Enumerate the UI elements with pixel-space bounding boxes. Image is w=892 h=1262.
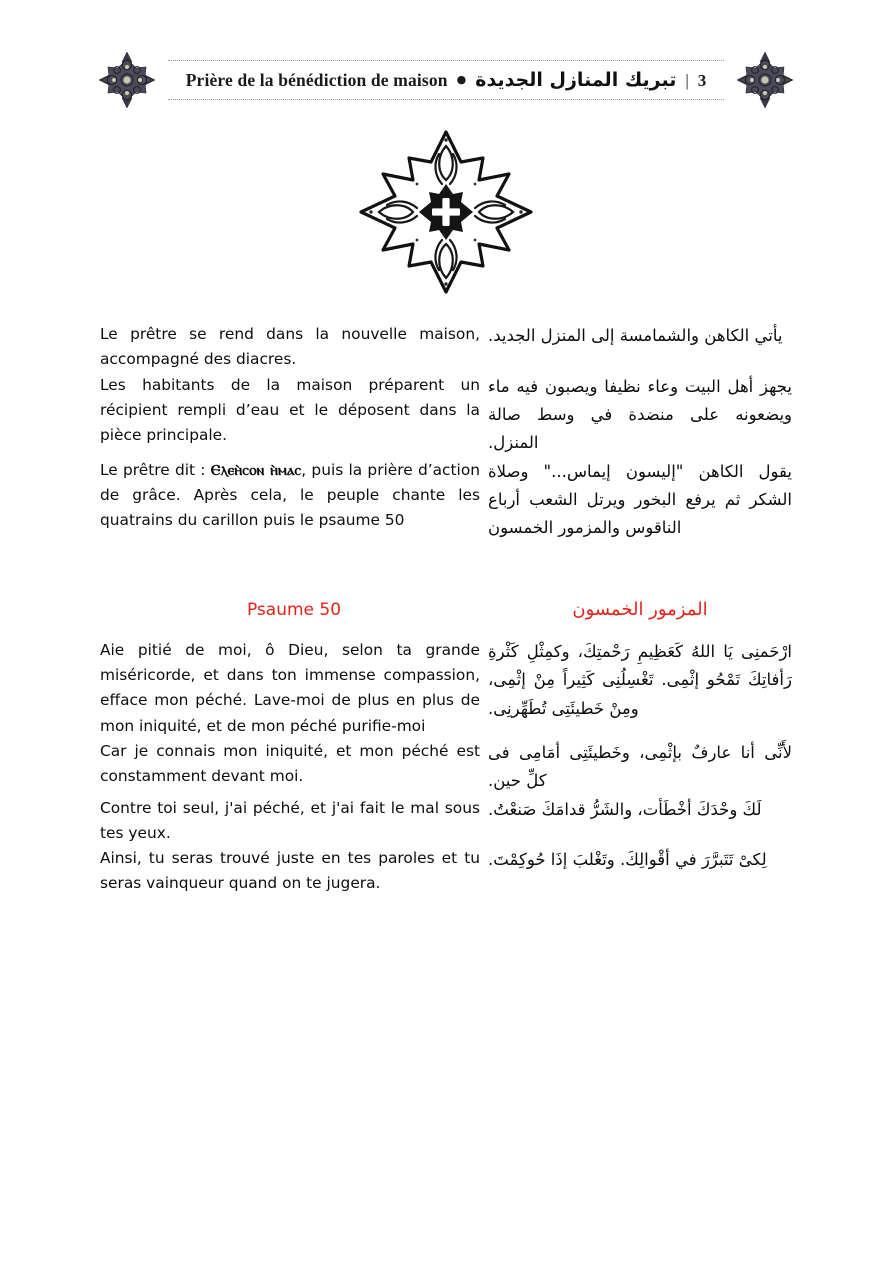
psalm-verse-row-3 xyxy=(100,796,792,847)
psalm-verse-1-arabic-text: ارْحَمنِى يَا اللهُ كَعَظِيمِ رَحْمتِكَ، وكمِثْلِ كَثْرةِ رَأفاتِكَ تَمْحُو إثْمِى. تَغْسِلُنِى كَثِيراً مِنْ إثْمِى، ومِنْ خَطيئَتِى تُطَهِّرنِى. xyxy=(488,641,792,718)
section-spacer xyxy=(100,543,792,599)
rubric-3-french-column xyxy=(100,458,488,534)
rubric-2-french-text: Les habitants de la maison préparent un récipient rempli d’eau et le déposent dans la pièce principale. xyxy=(100,375,480,445)
psalm-verse-row-1 xyxy=(100,638,792,739)
psalm-verse-4-french-text: Ainsi, tu seras trouvé juste en tes paroles et tu seras vainqueur quand on te jugera. xyxy=(100,849,480,893)
psalm-verse-row-4 xyxy=(100,846,792,897)
rubric-row-2 xyxy=(100,373,792,458)
page-header xyxy=(96,44,796,116)
coptic-cross-ornament-icon xyxy=(96,49,158,111)
coptic-phrase: Ⲉⲗⲉⲏ̀ⲥⲟⲛ ⲏ̀ⲙⲁⲥ xyxy=(210,460,302,479)
header-right-ornament xyxy=(734,49,796,111)
rubric-1-french-column xyxy=(100,322,488,373)
header-title-block xyxy=(168,67,724,93)
psalm-verse-2-french-column xyxy=(100,739,488,790)
psalm-verse-4-arabic-column xyxy=(488,846,792,874)
rubric-3-text-before: Le prêtre dit : xyxy=(100,460,211,479)
coptic-cross-illustration xyxy=(0,128,892,296)
coptic-cross-ornament-icon xyxy=(734,49,796,111)
rubric-3-arabic-text: يقول الكاهن "إليسون إيماس..." وصلاة الشكر ثم يرفع البخور ويرتل الشعب أرباع الناقوس والمزمور الخمسون xyxy=(488,461,792,538)
psalm-verse-4-french-column xyxy=(100,846,488,897)
rubric-2-arabic-column xyxy=(488,373,792,458)
rubric-2-french-column xyxy=(100,373,488,449)
rubric-1-arabic-column xyxy=(488,322,792,350)
header-title-french: Prière de la bénédiction de maison xyxy=(185,70,448,90)
psalm-verse-4-arabic-text: لِكىْ تَتَبرَّرَ في أقْوالِكَ. وتَغْلبَ إذَا حُوكِمْتَ. xyxy=(488,850,767,870)
header-left-ornament xyxy=(96,49,158,111)
rubric-row-3 xyxy=(100,458,792,543)
rubric-3-french-text xyxy=(100,458,480,534)
psalm-verse-2-arabic-text: لأَنِّى أنا عارفٌ بإثْمِى، وخَطيئَتِى أمَامِى فى كلِّ حين. xyxy=(488,742,792,791)
psalm-verse-2-arabic-column xyxy=(488,739,792,796)
header-separator: | xyxy=(685,71,689,90)
rubric-3-arabic-column xyxy=(488,458,792,543)
psalm-heading-arabic: المزمور الخمسون xyxy=(572,598,708,620)
header-rule-bottom xyxy=(168,99,724,100)
psalm-verse-1-french-column xyxy=(100,638,488,739)
rubric-3-text-after: , puis la prière d’action de grâce. Après cela, le peuple chante les quatrains du carillon puis le psaume 50 xyxy=(100,460,480,530)
header-bullet-icon: ● xyxy=(456,73,467,86)
page-content xyxy=(100,322,792,897)
header-title-arabic: تبريك المنازل الجديدة xyxy=(475,69,677,91)
psalm-verse-1-arabic-column xyxy=(488,638,792,723)
page-number: 3 xyxy=(697,71,707,90)
psalm-verse-3-french-text: Contre toi seul, j'ai péché, et j'ai fait le mal sous tes yeux. xyxy=(100,798,480,842)
psalm-verse-3-arabic-text: لَكَ وحْدَكَ أخْطَأت، والشَرُّ قدامَكَ صَنعْتُ. xyxy=(488,799,762,819)
psalm-verse-1-french-text: Aie pitié de moi, ô Dieu, selon ta grande miséricorde, et dans ton immense compassion, efface mon péché. Lave-moi de plus en plus de mon iniquité, et de mon péché purifie-moi xyxy=(100,640,480,735)
psalm-heading-row xyxy=(100,599,792,620)
psalm-verse-row-2 xyxy=(100,739,792,796)
psalm-verse-3-french-column xyxy=(100,796,488,847)
rubric-1-french-text: Le prêtre se rend dans la nouvelle maison, accompagné des diacres. xyxy=(100,325,480,369)
rubric-row-1 xyxy=(100,322,792,373)
psalm-heading-french: Psaume 50 xyxy=(246,599,342,620)
ornate-coptic-cross-icon xyxy=(357,128,535,296)
rubric-1-arabic-text: يأتي الكاهن والشمامسة إلى المنزل الجديد. xyxy=(488,326,783,345)
psalm-verse-3-arabic-column xyxy=(488,796,792,824)
rubric-2-arabic-text: يجهز أهل البيت وعاء نظيفا ويصبون فيه ماء ويضعونه على منضدة في وسط صالة المنزل. xyxy=(488,376,792,453)
header-rule-top xyxy=(168,60,724,61)
psalm-verse-2-french-text: Car je connais mon iniquité, et mon péché est constamment devant moi. xyxy=(100,741,480,786)
